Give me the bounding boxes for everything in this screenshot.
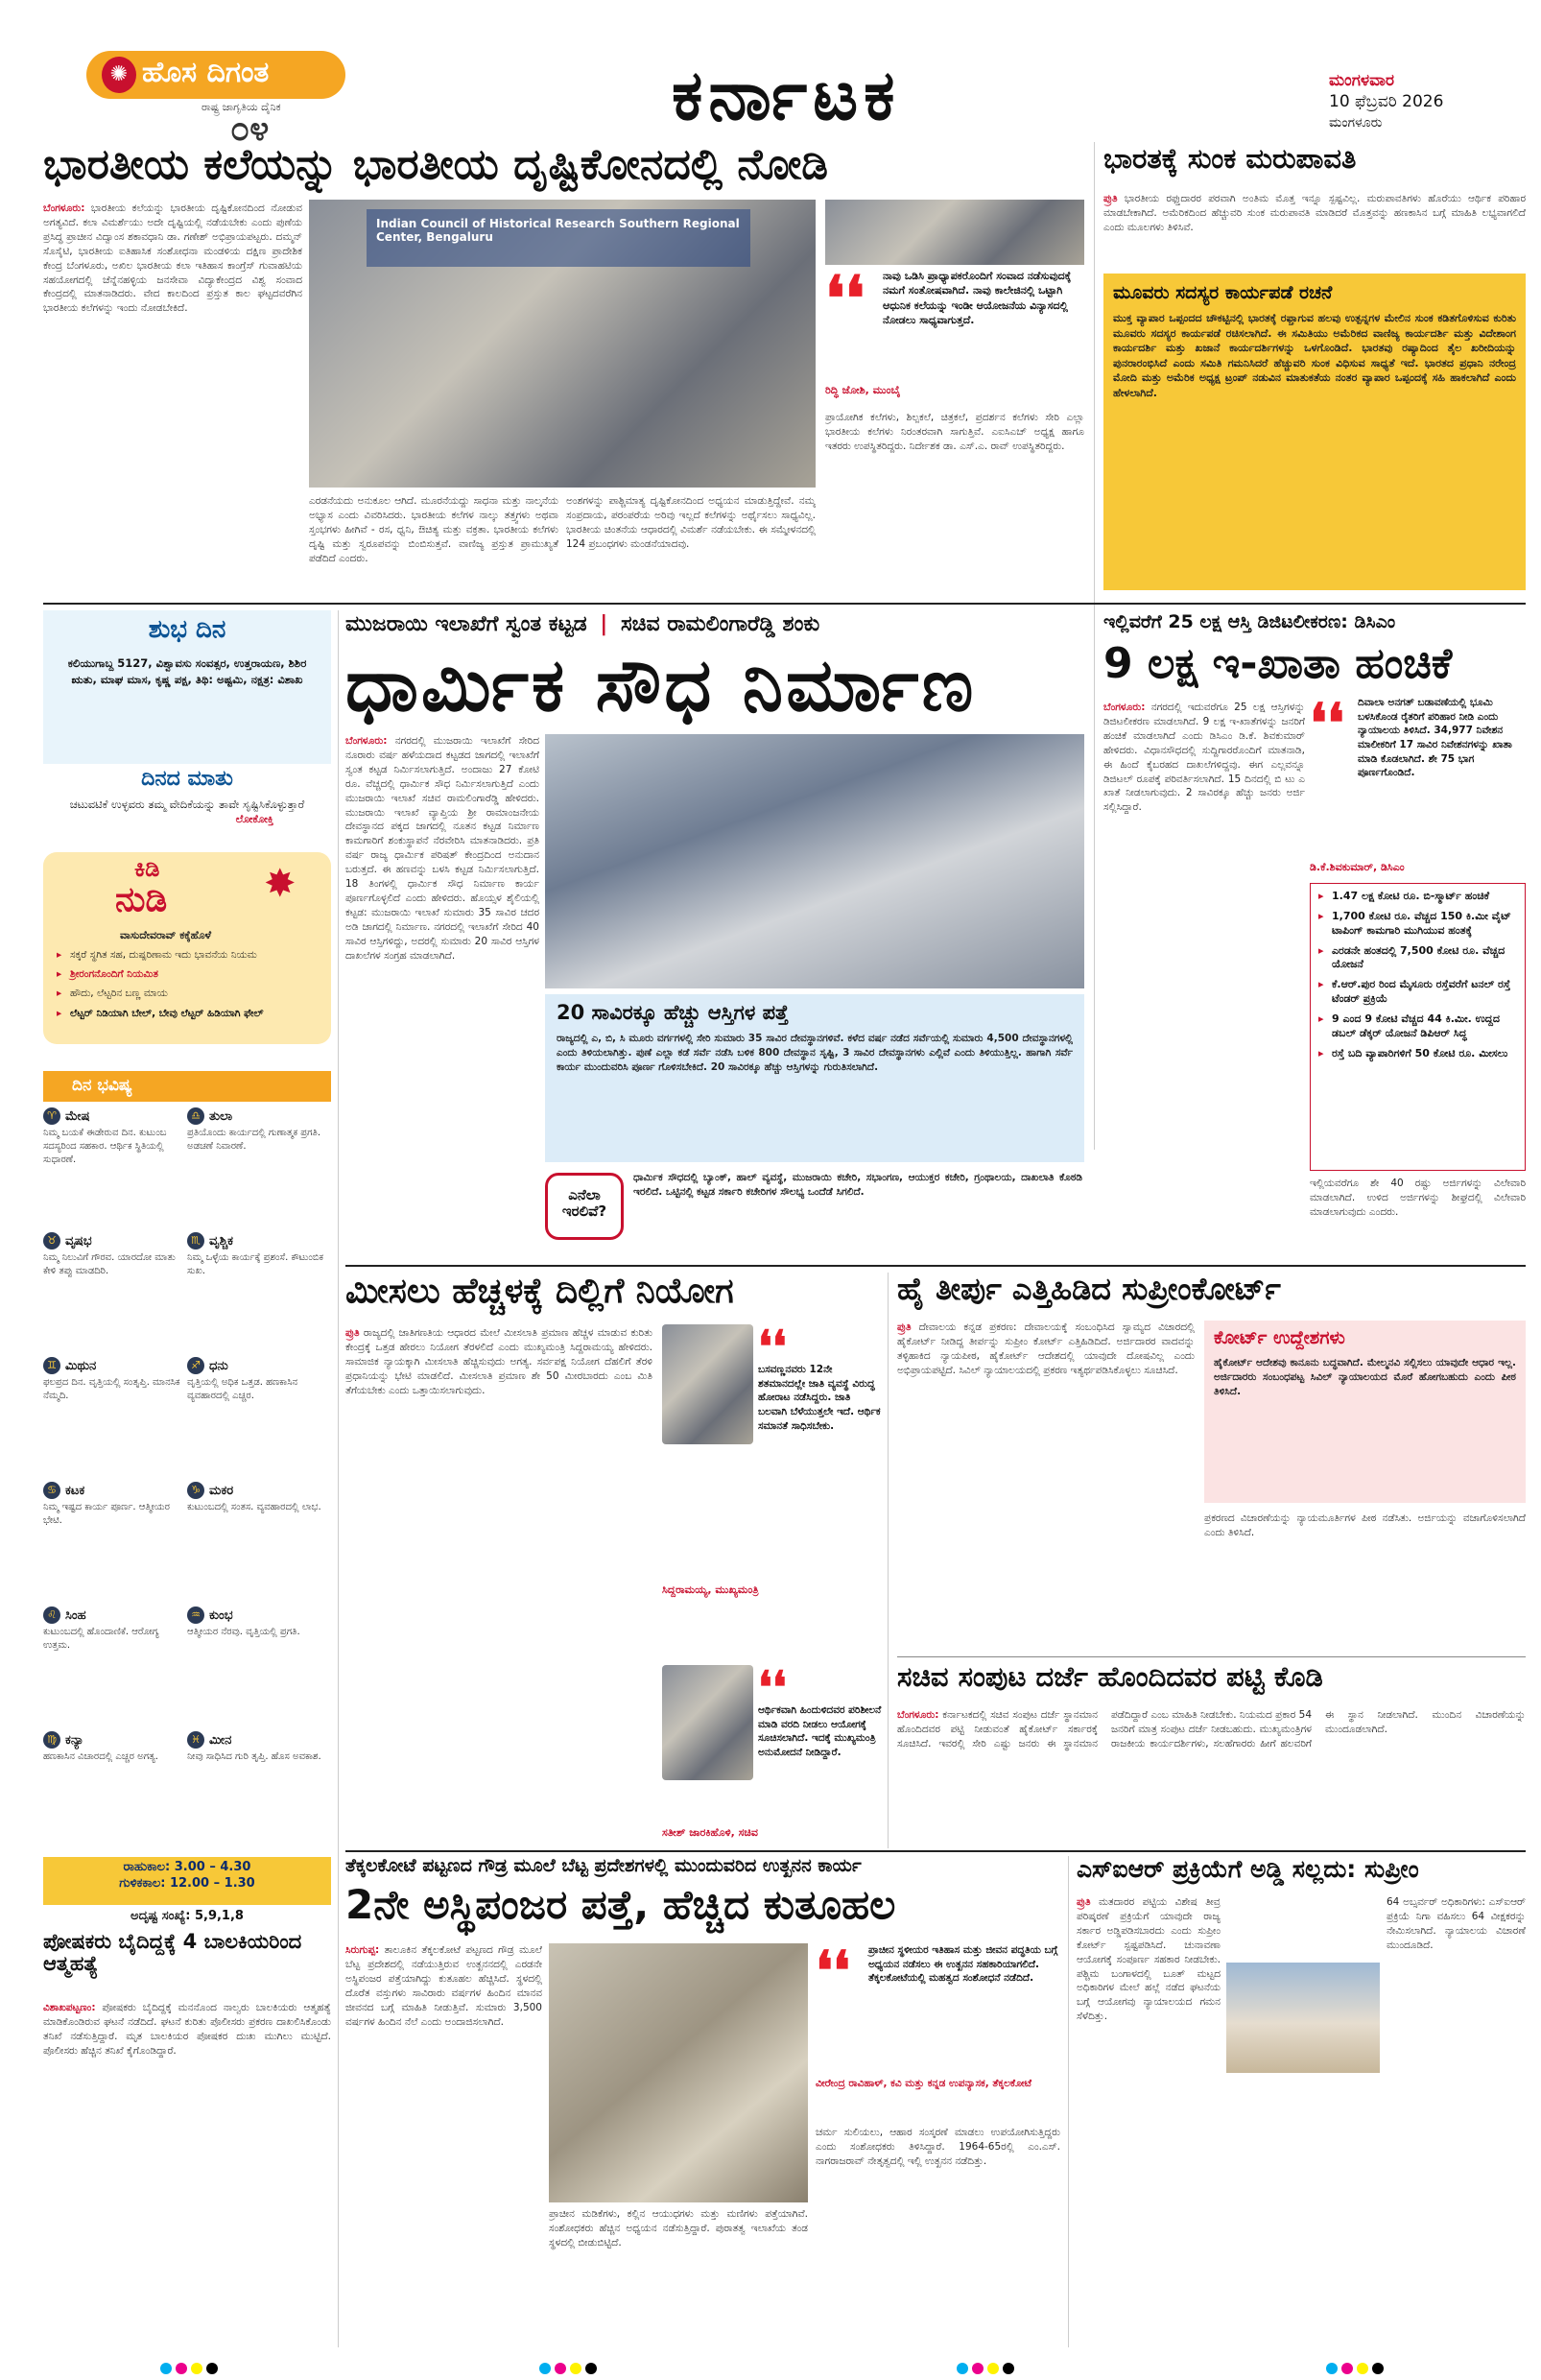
excavation-headline: 2ನೇ ಅಸ್ಥಿಪಂಜರ ಪತ್ತೆ, ಹೆಚ್ಚಿದ ಕುತೂಹಲ <box>345 1881 896 1928</box>
scorpio-icon: ♏ <box>187 1232 204 1250</box>
ekhata-kicker: ಇಲ್ಲಿವರೆಗೆ 25 ಲಕ್ಷ ಆಸ್ತಿ ಡಿಜಿಟಲೀಕರಣ: ಡಿಸಿಎಂ <box>1103 611 1396 632</box>
kidi-nudi <box>43 852 331 1044</box>
capricorn-icon: ♑ <box>187 1482 204 1499</box>
sir-dateline: ಪ್ರುತಿ <box>1077 1896 1091 1908</box>
list-item: ▸ ಲೆಟ್ಟರ್ ನಿಡಿಯಾಗಿ ಬೇಲ್, ಬೇವು ಲೆಟ್ಟರ್ ಹಿಡಿಯಾಗಿ ಫೇಲ್ <box>57 1007 320 1020</box>
info-box-body: ರಾಜ್ಯದಲ್ಲಿ ಎ, ಬಿ, ಸಿ ಮೂರು ವರ್ಗಗಳಲ್ಲಿ ಸೇರಿ ಸುಮಾರು 35 ಸಾವಿರ ದೇವಸ್ಥಾನಗಳಿವೆ. ಕಳೆದ ವರ್ಷ ನಡೆದ ಸರ್ವೆಯಲ್ಲಿ ಸುಮಾರು 4,500 ದೇವಸ್ಥಾನಗಳಲ್ಲಿ ಎಂದು ತಿಳಿಯಲಾಗಿತ್ತು. ಪುಣೆ ಎಲ್ಲಾ ಕಡೆ ಸರ್ವೆ ನಡೆಸಿ ಬಳಿಕ 800 ದೇವಸ್ಥಾನ ಸೃಷ್ಟಿ, 3 ಸಾವಿರ ದೇವಸ್ಥಾನಗಳು ಎಲ್ಲಿವೆ ಎಂದು ತಿಳಿಯುತ್ತಿಲ್ಲ. ಹಾಗಾಗಿ ಸರ್ವೆ ಕಾರ್ಯ ಮುಂದುವರಿಸಿ ಪೂರ್ಣ ಗೊಳಿಸಬೇಕಿದೆ. 20 ಸಾವಿರಕ್ಕೂ ಹೆಚ್ಚು ಆಸ್ತಿಗಳನ್ನು ಗುರುತಿಸಲಾಗಿದೆ. <box>557 1033 1073 1073</box>
sir-body <box>1077 1895 1221 2346</box>
sign-aquarius: ♒ ಕುಂಭ ಆತ್ಮೀಯರ ನೆರವು. ವೃತ್ತಿಯಲ್ಲಿ ಪ್ರಗತಿ. <box>187 1605 326 1729</box>
h-divider <box>345 1850 1526 1852</box>
ekhata-text: ನಗರದಲ್ಲಿ ಇದುವರೆಗೂ 25 ಲಕ್ಷ ಆಸ್ತಿಗಳನ್ನು ಡಿಜಿಟಲೀಕರಣ ಮಾಡಲಾಗಿದೆ. 9 ಲಕ್ಷ ಇ-ಖಾತೆಗಳನ್ನು ಜನರಿಗೆ ಹಂಚಿಕೆ ಮಾಡಲಾಗಿದೆ ಎಂದು ಡಿಸಿಎಂ ಡಿ.ಕೆ. ಶಿವಕುಮಾರ್ ಹೇಳಿದರು. ವಿಧಾನಸೌಧದಲ್ಲಿ ಸುದ್ದಿಗಾರರೊಂದಿಗೆ ಮಾತನಾಡಿ, ಈ ಹಿಂದೆ ಕೈಬರಹದ ದಾಖಲೆಗಳಿದ್ದವು. ಈಗ ಎಲ್ಲವನ್ನೂ ಡಿಜಿಟಲ್ ರೂಪಕ್ಕೆ ಪರಿವರ್ತಿಸಲಾಗಿದೆ. 15 ದಿನದಲ್ಲಿ ಬಿ ಟು ಎ ಖಾತೆ ನೀಡಲಾಗುವುದು. 2 ಸಾವಿರಕ್ಕೂ ಹೆಚ್ಚು ಜನರು ಅರ್ಜಿ ಸಲ್ಲಿಸಿದ್ದಾರೆ. <box>1103 702 1305 814</box>
cabinet-text: ಕರ್ನಾಟಕದಲ್ಲಿ ಸಚಿವ ಸಂಪುಟ ದರ್ಜೆ ಸ್ಥಾನಮಾನ ಹೊಂದಿದವರ ಪಟ್ಟಿ ನೀಡುವಂತೆ ಹೈಕೋರ್ಟ್ ಸರ್ಕಾರಕ್ಕೆ ಸೂಚಿಸಿದೆ. ಇವರಲ್ಲಿ ಸೇರಿ ಎಷ್ಟು ಜನರು ಈ ಸ್ಥಾನಮಾನ ಪಡೆದಿದ್ದಾರೆ ಎಂಬ ಮಾಹಿತಿ ನೀಡಬೇಕು. ನಿಯಮದ ಪ್ರಕಾರ 54 ಜನರಿಗೆ ಮಾತ್ರ ಸಂಪುಟ ದರ್ಜೆ ನೀಡಬಹುದು. ಮುಖ್ಯಮಂತ್ರಿಗಳ ರಾಜಕೀಯ ಕಾರ್ಯದರ್ಶಿಗಳು, ಸಲಹೆಗಾರರು ಹೀಗೆ ಹಲವರಿಗೆ ಈ ಸ್ಥಾನ ನೀಡಲಾಗಿದೆ. ಮುಂದಿನ ವಿಚಾರಣೆಯನ್ನು ಮುಂದೂಡಲಾಗಿದೆ. <box>897 1709 1526 1749</box>
libra-icon: ♎ <box>187 1107 204 1125</box>
list-item: ▸ 1.47 ಲಕ್ಷ ಕೋಟಿ ರೂ. ಬಿ-ಸ್ಮಾರ್ಟ್ ಹಂಚಿಕೆ <box>1318 890 1517 904</box>
left-story-dateline: ವಿಶಾಖಪಟ್ಟಣಂ: <box>43 2002 96 2013</box>
list-item: ▸ ಹೌದು, ಲೆಟ್ಟರಿನ ಬಣ್ಣ ಮಾಯ <box>57 987 320 1000</box>
main-kicker-right: ಸಚಿವ ರಾಮಲಿಂಗಾರೆಡ್ಡಿ ಶಂಕು <box>621 612 820 636</box>
taskforce-body: ಮುಕ್ತ ವ್ಯಾಪಾರ ಒಪ್ಪಂದದ ಚೌಕಟ್ಟಿನಲ್ಲಿ ಭಾರತಕ್ಕೆ ರಫ್ತಾಗುವ ಹಲವು ಉತ್ಪನ್ನಗಳ ಮೇಲಿನ ಸುಂಕ ಕಡಿತಗೊಳಿಸುವ ಕುರಿತು ಮೂವರು ಸದಸ್ಯರ ಕಾರ್ಯಪಡೆ ರಚಿಸಲಾಗಿದೆ. ಈ ಸಮಿತಿಯು ಅಮೆರಿಕದ ವಾಣಿಜ್ಯ ಕಾರ್ಯದರ್ಶಿ ಮತ್ತು ವಿದೇಶಾಂಗ ಕಾರ್ಯದರ್ಶಿ ಮತ್ತು ಖಜಾನೆ ಕಾರ್ಯದರ್ಶಿಗಳನ್ನು ಒಳಗೊಂಡಿದೆ. ಭಾರತವು ರಷ್ಯಾದಿಂದ ತೈಲ ಖರೀದಿಯನ್ನು ಪುನರಾರಂಭಿಸಿದೆ ಎಂದು ಸಮಿತಿ ಗಮನಿಸಿದರೆ ಹೆಚ್ಚುವರಿ ಸುಂಕ ವಿಧಿಸುವ ಸಾಧ್ಯತೆ ಇದೆ. ಭಾರತದ ಪ್ರಧಾನಿ ನರೇಂದ್ರ ಮೋದಿ ಮತ್ತು ಅಮೆರಿಕ ಅಧ್ಯಕ್ಷ ಟ್ರಂಪ್ ನಡುವಿನ ಮಾತುಕತೆಯ ನಂತರ ವ್ಯಾಪಾರ ಒಪ್ಪಂದಕ್ಕೆ ಸಹಿ ಹಾಕಲಾಗಿದೆ ಎಂದು ಹೇಳಲಾಗಿದೆ. <box>1113 311 1516 399</box>
lead-col2: ಎರಡನೆಯದು ಅನುಕೂಲ ಆಗಿದೆ. ಮೂರನೆಯದ್ದು ಸಾಧನಾ ಮತ್ತು ನಾಲ್ಕನೆಯ ಅಭ್ಯಾಸ ಎಂದು ವಿವರಿಸಿದರು. ಭಾರತೀಯ ಕಲೆಗಳ ನಾಲ್ಕು ತತ್ತ್ವಗಳು ಅಥವಾ ಸ್ತಂಭಗಳು ಹೀಗಿವೆ - ರಸ, ಧ್ವನಿ, ಔಚಿತ್ಯ ಮತ್ತು ವಕ್ರತಾ. ಭಾರತೀಯ ಕಲೆಗಳು ದೃಷ್ಟಿ ಮತ್ತು ಸ್ವರೂಪವನ್ನು ಬಿಂಬಿಸುತ್ತವೆ. ವಾಣಿಜ್ಯ ಪ್ರಸ್ತುತ ಪ್ರಾಮುಖ್ಯತೆ ಪಡೆದಿದೆ ಎಂದರು. <box>309 495 558 564</box>
sign-sagittarius: ♐ ಧನು ವೃತ್ತಿಯಲ್ಲಿ ಅಧಿಕ ಒತ್ತಡ. ಹಣಕಾಸಿನ ವ್ಯವಹಾರದಲ್ಲಿ ಎಚ್ಚರ. <box>187 1355 326 1480</box>
info-box <box>545 994 1084 1162</box>
list-item: ▸ ಕೆ.ಆರ್.ಪುರ ರಿಂದ ಮೈಸೂರು ರಸ್ತೆವರೆಗೆ ಟನಲ್ ರಸ್ತೆ ಟೆಂಡರ್ ಪ್ರಕ್ರಿಯೆ <box>1318 978 1517 1007</box>
sc1-body <box>897 1321 1195 1652</box>
lead-photo-2 <box>825 200 1084 265</box>
quote-icon: ❛❛ <box>758 1661 787 1713</box>
dinada-maatu <box>43 768 331 849</box>
ekhata-dateline: ಬೆಂಗಳೂರು: <box>1103 702 1146 713</box>
leo-icon: ♌ <box>43 1606 60 1624</box>
excavation-body3: ಚರ್ಮ ಸುಲಿಯಲು, ಆಹಾರ ಸಂಸ್ಕರಣೆ ಮಾಡಲು ಉಪಯೋಗಿಸುತ್ತಿದ್ದರು ಎಂದು ಸಂಶೋಧಕರು ತಿಳಿಸಿದ್ದಾರೆ. 1964-65ರಲ್ಲಿ ಎಂ.ಎಸ್. ನಾಗರಾಜರಾವ್ ನೇತೃತ್ವದಲ್ಲಿ ಇಲ್ಲಿ ಉತ್ಖನನ ನಡೆದಿತ್ತು. <box>816 2127 1060 2167</box>
logo <box>86 43 345 149</box>
lead-quote-author: ರಿದ್ಧಿ ಜೋಶಿ, ಮುಂಬೈ <box>825 384 901 396</box>
aries-icon: ♈ <box>43 1107 60 1125</box>
shubha-dina-text: ಕಲಿಯುಗಾಬ್ದ 5127, ವಿಶ್ವಾವಸು ಸಂವತ್ಸರ, ಉತ್ತರಾಯಣ, ಶಿಶಿರ ಋತು, ಮಾಘ ಮಾಸ, ಕೃಷ್ಣ ಪಕ್ಷ, ತಿಥಿ: ಅಷ್ಟಮಿ, ನಕ್ಷತ್ರ: ವಿಶಾಖ <box>67 655 307 687</box>
list-item: ▸ 9 ಎಂದ 9 ಕೋಟಿ ವೆಚ್ಚದ 44 ಕಿ.ಮೀ. ಉದ್ದದ ಡಬಲ್ ಡೆಕ್ಕರ್ ಯೋಜನೆ ಡಿಪಿಆರ್ ಸಿದ್ಧ <box>1318 1012 1517 1041</box>
page-number: ೦೪ <box>230 109 270 149</box>
lead-quote <box>825 263 1084 403</box>
meesalu-body <box>345 1326 652 1844</box>
registration-marks <box>0 2356 1541 2377</box>
shubha-dina-title: ಶುಭ ದಿನ <box>148 615 226 644</box>
info-box-title: 20 ಸಾವಿರಕ್ಕೂ ಹೆಚ್ಚು ಆಸ್ತಿಗಳ ಪತ್ತೆ <box>557 1001 789 1024</box>
supreme-court-photo <box>1226 1963 1380 2073</box>
enela-body: ಧಾರ್ಮಿಕ ಸೌಧದಲ್ಲಿ ಬ್ಯಾಂಕ್, ಹಾಲ್ ವ್ಯವಸ್ಥೆ, ಮುಜರಾಯಿ ಕಚೇರಿ, ಸಭಾಂಗಣ, ಆಯುಕ್ತರ ಕಚೇರಿ, ಗ್ರಂಥಾಲಯ, ದಾಖಲಾತಿ ಕೊಠಡಿ ಇರಲಿದೆ. ಒಟ್ಟಿನಲ್ಲಿ ಕಟ್ಟಡ ಸರ್ಕಾರಿ ಕಚೇರಿಗಳ ಸೌಲಭ್ಯ ಒಂದೆಡೆ ಸಿಗಲಿದೆ. <box>633 1172 1082 1198</box>
left-story-body <box>43 2001 331 2346</box>
kidi-author: ವಾಸುದೇವರಾವ್ ಕಕ್ಕೆಹೊಳೆ <box>120 929 212 941</box>
gulikakala: ಗುಳಿಕಕಾಲ: 12.00 – 1.30 <box>119 1876 255 1892</box>
tariff-dateline: ಪ್ರುತಿ <box>1103 193 1118 204</box>
meesalu-quote1-author: ಸಿದ್ದರಾಮಯ್ಯ, ಮುಖ್ಯಮಂತ್ರಿ <box>662 1583 759 1596</box>
sign-aries: ♈ ಮೇಷ ನಿಮ್ಮ ಬಯಕೆ ಈಡೇರುವ ದಿನ. ಕುಟುಂಬ ಸದಸ್ಯರಿಂದ ಸಹಕಾರ. ಆರ್ಥಿಕ ಸ್ಥಿತಿಯಲ್ಲಿ ಸುಧಾರಣೆ. <box>43 1106 182 1230</box>
ekhata-quote <box>1310 692 1526 878</box>
reg-mark <box>158 2360 220 2378</box>
ekhata-quote-text: ದಿವಾಲಾ ಅನಗತ್ ಬಡಾವಣೆಯಲ್ಲಿ ಭೂಮಿ ಬಳಸಿಕೊಂಡ ರೈತರಿಗೆ ಪರಿಹಾರ ನೀಡಿ ಎಂದು ನ್ಯಾಯಾಲಯ ತಿಳಿಸಿದೆ. 34,977 ನಿವೇಶನ ಮಾಲೀಕರಿಗೆ 17 ಸಾವಿರ ನಿವೇಶನಗಳನ್ನು ಖಾತಾ ಮಾಡಿ ಕೊಡಲಾಗಿದೆ. ಶೇ 75 ಭಾಗ ಪೂರ್ಣಗೊಂಡಿದೆ. <box>1358 697 1512 779</box>
virgo-icon: ♍ <box>43 1731 60 1749</box>
sign-gemini: ♊ ಮಿಥುನ ಫಲಪ್ರದ ದಿನ. ವೃತ್ತಿಯಲ್ಲಿ ಸಂತೃಪ್ತಿ. ಮಾನಸಿಕ ನೆಮ್ಮದಿ. <box>43 1355 182 1480</box>
left-story-headline: ಪೋಷಕರು ಬೈದಿದ್ದಕ್ಕೆ 4 ಬಾಲಕಿಯರಿಂದ ಆತ್ಮಹತ್ಯೆ <box>43 1930 302 1976</box>
court-box-title: ಕೋರ್ಟ್ ಉದ್ದೇಶಗಳು <box>1214 1327 1345 1348</box>
h-divider <box>897 1656 1526 1657</box>
excavation-quote <box>816 1940 1060 2121</box>
sign-text: ನಿಮ್ಮ ನಿಲುವಿಗೆ ಗೌರವ. ಯಾರದೋ ಮಾತು ಕೇಳಿ ತಪ್ಪು ಮಾಡದಿರಿ. <box>43 1251 176 1276</box>
v-divider <box>1068 1856 1069 2347</box>
shubha-dina <box>43 610 331 764</box>
lead-dateline: ಬೆಂಗಳೂರು: <box>43 202 85 214</box>
excavation-kicker: ತೆಕ್ಕಲಕೋಟೆ ಪಟ್ಟಣದ ಗೌಡ್ರ ಮೂಲೆ ಬೆಟ್ಟ ಪ್ರದೇಶಗಳಲ್ಲಿ ಮುಂದುವರಿದ ಉತ್ಖನನ ಕಾರ್ಯ <box>345 1855 862 1876</box>
sign-text: ನೀವು ಸಾಧಿಸಿದ ಗುರಿ ತೃಪ್ತಿ. ಹೊಸ ಅವಕಾಶ. <box>187 1750 321 1762</box>
meesalu-quote2-text: ಆರ್ಥಿಕವಾಗಿ ಹಿಂದುಳಿದವರ ಪರಿಶೀಲನೆ ಮಾಡಿ ವರದಿ ನೀಡಲು ಆಯೋಗಕ್ಕೆ ಸೂಚಿಸಲಾಗಿದೆ. ಇದಕ್ಕೆ ಮುಖ್ಯಮಂತ್ರಿ ಅನುಮೋದನೆ ನೀಡಿದ್ದಾರೆ. <box>758 1704 882 1759</box>
enela-badge <box>545 1173 624 1240</box>
horoscope-title: ದಿನ ಭವಿಷ್ಯ <box>72 1076 132 1095</box>
sign-text: ನಿಮ್ಮ ಒಳ್ಳೆಯ ಕಾರ್ಯಕ್ಕೆ ಪ್ರಶಂಸೆ. ಕೌಟುಂಬಿಕ ಸುಖ. <box>187 1251 324 1276</box>
photo-credit: Indian Council of Historical Research Southern Regional Center, Bengaluru <box>376 217 740 244</box>
main-kicker-left: ಮುಜರಾಯಿ ಇಲಾಖೆಗೆ ಸ್ವಂತ ಕಟ್ಟಡ <box>345 612 587 636</box>
court-box-body: ಹೈಕೋರ್ಟ್ ಆದೇಶವು ಕಾನೂನು ಬದ್ಧವಾಗಿದೆ. ಮೇಲ್ಮನವಿ ಸಲ್ಲಿಸಲು ಯಾವುದೇ ಆಧಾರ ಇಲ್ಲ. ಅರ್ಜಿದಾರರು ಸಂಬಂಧಪಟ್ಟ ಸಿವಿಲ್ ನ್ಯಾಯಾಲಯದ ಮೊರೆ ಹೋಗಬಹುದು ಎಂದು ಪೀಠ ತಿಳಿಸಿದೆ. <box>1214 1356 1516 1397</box>
nudi-title: ನುಡಿ <box>115 880 168 919</box>
h-divider <box>43 603 1526 605</box>
lead-quote-text: ನಾವು ಒಡಿಸಿ ಪ್ರಾಧ್ಯಾಪಕರೊಂದಿಗೆ ಸಂವಾದ ನಡೆಸುವುದಕ್ಕೆ ನಮಗೆ ಸಂತೋಷವಾಗಿದೆ. ನಾವು ಕಾಲೇಜಿನಲ್ಲಿ ಒಟ್ಟಾಗಿ ಆಧುನಿಕ ಕಲೆಯನ್ನು ಇಂಡೀ ಆಯೋಜನೆಯ ವಿನ್ಯಾಸದಲ್ಲಿ ನೋಡಲು ಸಾಧ್ಯವಾಗುತ್ತದೆ. <box>883 270 1072 327</box>
day-label: ಮಂಗಳವಾರ <box>1329 71 1395 90</box>
dinada-maatu-title: ದಿನದ ಮಾತು <box>141 767 233 791</box>
lead-headline: ಭಾರತೀಯ ಕಲೆಯನ್ನು ಭಾರತೀಯ ದೃಷ್ಟಿಕೋನದಲ್ಲಿ ನೋಡಿ <box>43 140 829 189</box>
cancer-icon: ♋ <box>43 1482 60 1499</box>
date-block <box>1329 71 1521 131</box>
sc1-body2: ಪ್ರಕರಣದ ವಿಚಾರಣೆಯನ್ನು ನ್ಯಾಯಮೂರ್ತಿಗಳ ಪೀಠ ನಡೆಸಿತು. ಅರ್ಜಿಯನ್ನು ವಜಾಗೊಳಿಸಲಾಗಿದೆ ಎಂದು ತಿಳಿಸಿದೆ. <box>1204 1512 1526 1538</box>
pisces-icon: ♓ <box>187 1731 204 1749</box>
excavation-photo <box>549 1943 808 2202</box>
sir-headline: ಎಸ್‌ಐಆರ್ ಪ್ರಕ್ರಿಯೆಗೆ ಅಡ್ಡಿ ಸಲ್ಲದು: ಸುಪ್ರೀಂ <box>1077 1855 1419 1883</box>
enela-label1: ಎನೆಲಾ <box>568 1186 601 1203</box>
logo-title: ಹೊಸ ದಿಗಂತ <box>142 56 270 89</box>
sc1-text: ದೇವಾಲಯ ಕನ್ನಡ ಪ್ರಕರಣ: ದೇವಾಲಯಕ್ಕೆ ಸಂಬಂಧಿಸಿದ ಸ್ವಾಮ್ಯದ ವಿಚಾರದಲ್ಲಿ ಹೈಕೋರ್ಟ್ ನೀಡಿದ್ದ ತೀರ್ಪನ್ನು ಸುಪ್ರೀಂ ಕೋರ್ಟ್ ಎತ್ತಿಹಿಡಿದಿದೆ. ಅರ್ಜಿದಾರರ ವಾದವನ್ನು ತಳ್ಳಿಹಾಕಿದ ನ್ಯಾಯಪೀಠ, ಹೈಕೋರ್ಟ್ ಆದೇಶದಲ್ಲಿ ಯಾವುದೇ ದೋಷವಿಲ್ಲ ಎಂದು ಅಭಿಪ್ರಾಯಪಟ್ಟಿದೆ. ಸಿವಿಲ್ ನ್ಯಾಯಾಲಯದಲ್ಲಿ ಪ್ರಕರಣ ಇತ್ಯರ್ಥಪಡಿಸಿಕೊಳ್ಳಲು ಸೂಚಿಸಿದೆ. <box>897 1321 1195 1376</box>
sign-scorpio: ♏ ವೃಶ್ಚಿಕ ನಿಮ್ಮ ಒಳ್ಳೆಯ ಕಾರ್ಯಕ್ಕೆ ಪ್ರಶಂಸೆ. ಕೌಟುಂಬಿಕ ಸುಖ. <box>187 1230 326 1355</box>
tariff-body <box>1103 192 1526 269</box>
excavation-body <box>345 1943 542 2346</box>
sign-virgo: ♍ ಕನ್ಯಾ ಹಣಕಾಸಿನ ವಿಚಾರದಲ್ಲಿ ಎಚ್ಚರ ಅಗತ್ಯ. <box>43 1729 182 1849</box>
kidi-title: ಕಿಡಿ <box>134 855 160 882</box>
sign-text: ಪ್ರತಿಯೊಂದು ಕಾರ್ಯದಲ್ಲಿ ಗುಣಾತ್ಮಕ ಪ್ರಗತಿ. ಅಡಚಣೆ ನಿವಾರಣೆ. <box>187 1127 321 1152</box>
v-divider-left <box>338 610 339 2347</box>
meesalu-quote2 <box>662 1661 883 1847</box>
enela-label2: ಇರಲಿವೆ? <box>561 1202 607 1220</box>
sagittarius-icon: ♐ <box>187 1357 204 1374</box>
sign-text: ಹಣಕಾಸಿನ ವಿಚಾರದಲ್ಲಿ ಎಚ್ಚರ ಅಗತ್ಯ. <box>43 1750 158 1762</box>
left-story-text: ಪೋಷಕರು ಬೈದಿದ್ದಕ್ಕೆ ಮನನೊಂದ ನಾಲ್ವರು ಬಾಲಕಿಯರು ಆತ್ಮಹತ್ಯೆ ಮಾಡಿಕೊಂಡಿರುವ ಘಟನೆ ನಡೆದಿದೆ. ಘಟನೆ ಕುರಿತು ಪೊಲೀಸರು ಪ್ರಕರಣ ದಾಖಲಿಸಿಕೊಂಡು ತನಿಖೆ ನಡೆಸುತ್ತಿದ್ದಾರೆ. ಮೃತ ಬಾಲಕಿಯರ ಪೋಷಕರ ದುಃಖ ಮುಗಿಲು ಮುಟ್ಟಿದೆ. ಪೊಲೀಸರು ಹೆಚ್ಚಿನ ತನಿಖೆ ಕೈಗೊಂಡಿದ್ದಾರೆ. <box>43 2002 331 2057</box>
quote-icon: ❛❛ <box>1310 692 1345 755</box>
sign-text: ಕುಟುಂಬದಲ್ಲಿ ಸಂತಸ. ವ್ಯವಹಾರದಲ್ಲಿ ಲಾಭ. <box>187 1501 321 1512</box>
sc1-headline: ಹೈ ತೀರ್ಪು ಎತ್ತಿಹಿಡಿದ ಸುಪ್ರೀಂಕೋರ್ಟ್ <box>897 1271 1281 1307</box>
sir-text: ಮತದಾರರ ಪಟ್ಟಿಯ ವಿಶೇಷ ತೀವ್ರ ಪರಿಷ್ಕರಣೆ ಪ್ರಕ್ರಿಯೆಗೆ ಯಾವುದೇ ರಾಜ್ಯ ಸರ್ಕಾರ ಅಡ್ಡಿಪಡಿಸಬಾರದು ಎಂದು ಸುಪ್ರೀಂ ಕೋರ್ಟ್ ಸ್ಪಷ್ಟಪಡಿಸಿದೆ. ಚುನಾವಣಾ ಆಯೋಗಕ್ಕೆ ಸಂಪೂರ್ಣ ಸಹಕಾರ ನೀಡಬೇಕು. ಪಶ್ಚಿಮ ಬಂಗಾಳದಲ್ಲಿ ಬೂತ್ ಮಟ್ಟದ ಅಧಿಕಾರಿಗಳ ಮೇಲೆ ಹಲ್ಲೆ ನಡೆದ ಘಟನೆಯ ಬಗ್ಗೆ ಆಯೋಗವು ನ್ಯಾಯಾಲಯದ ಗಮನ ಸೆಳೆದಿತ್ತು. <box>1077 1896 1221 2023</box>
ekhata-body2: ಇಲ್ಲಿಯವರೆಗೂ ಶೇ 40 ರಷ್ಟು ಅರ್ಜಿಗಳನ್ನು ವಿಲೇವಾರಿ ಮಾಡಲಾಗಿದೆ. ಉಳಿದ ಅರ್ಜಿಗಳನ್ನು ಶೀಘ್ರದಲ್ಲಿ ವಿಲೇವಾರಿ ಮಾಡಲಾಗುವುದು ಎಂದರು. <box>1310 1178 1526 1218</box>
reg-mark <box>1324 2360 1386 2378</box>
lead-col3: ಅಂಶಗಳನ್ನು ಪಾಶ್ಚಿಮಾತ್ಯ ದೃಷ್ಟಿಕೋನದಿಂದ ಅಧ್ಯಯನ ಮಾಡುತ್ತಿದ್ದೇವೆ. ನಮ್ಮ ಸಂಪ್ರದಾಯ, ಪರಂಪರೆಯ ಅರಿವು ಇಲ್ಲದೆ ಕಲೆಗಳನ್ನು ಅರ್ಥೈಸಲು ಸಾಧ್ಯವಿಲ್ಲ. ಭಾರತೀಯ ಚಿಂತನೆಯ ಆಧಾರದಲ್ಲಿ ವಿಮರ್ಶೆ ನಡೆಯಬೇಕು. ಈ ಸಮ್ಮೇಳನದಲ್ಲಿ 124 ಪ್ರಬಂಧಗಳು ಮಂಡನೆಯಾದವು. <box>566 495 816 550</box>
ekhata-body <box>1103 701 1305 1257</box>
main-photo <box>545 734 1084 988</box>
lucky-numbers: ಅದೃಷ್ಟ ಸಂಖ್ಯೆ: 5,9,1,8 <box>130 1909 244 1923</box>
column-divider <box>1094 142 1095 1150</box>
excavation-quote-text: ಪ್ರಾಚೀನ ಸ್ಥಳೀಯರ ಇತಿಹಾಸ ಮತ್ತು ಜೀವನ ಪದ್ಧತಿಯ ಬಗ್ಗೆ ಅಧ್ಯಯನ ನಡೆಸಲು ಈ ಉತ್ಖನನ ಸಹಕಾರಿಯಾಗಲಿದೆ. ತೆಕ್ಕಲಕೋಟೆಯಲ್ಲಿ ಮಹತ್ವದ ಸಂಶೋಧನೆ ನಡೆದಿದೆ. <box>868 1944 1058 1985</box>
meesalu-quote2-author: ಸತೀಶ್ ಜಾರಕಿಹೊಳಿ, ಸಚಿವ <box>662 1826 758 1839</box>
meesalu-dateline: ಪ್ರುತಿ <box>345 1327 360 1339</box>
sign-pisces: ♓ ಮೀನ ನೀವು ಸಾಧಿಸಿದ ಗುರಿ ತೃಪ್ತಿ. ಹೊಸ ಅವಕಾಶ. <box>187 1729 326 1849</box>
meesalu-headline: ಮೀಸಲು ಹೆಚ್ಚಳಕ್ಕೆ ದಿಲ್ಲಿಗೆ ನಿಯೋಗ <box>345 1272 734 1311</box>
dinada-maatu-text: ಚಟುವಟಿಕೆ ಉಳ್ಳವರು ತಮ್ಮ ವೇದಿಕೆಯನ್ನು ತಾವೇ ಸೃಷ್ಟಿಸಿಕೊಳ್ಳುತ್ತಾರೆ <box>69 797 305 812</box>
masthead <box>0 0 1541 149</box>
sign-cancer: ♋ ಕಟಕ ನಿಮ್ಮ ಇಷ್ಟದ ಕಾರ್ಯ ಪೂರ್ಣ. ಆತ್ಮೀಯರ ಭೇಟಿ. <box>43 1480 182 1605</box>
taurus-icon: ♉ <box>43 1232 60 1250</box>
v-divider <box>888 1273 889 1848</box>
gemini-icon: ♊ <box>43 1357 60 1374</box>
sign-text: ಕುಟುಂಬದಲ್ಲಿ ಹೊಂದಾಣಿಕೆ. ಆರೋಗ್ಯ ಉತ್ತಮ. <box>43 1626 159 1651</box>
cabinet-body <box>897 1708 1526 1843</box>
list-item: ▸ 1,700 ಕೋಟಿ ರೂ. ವೆಚ್ಚದ 150 ಕಿ.ಮೀ ವೈಟ್ ಟಾಪಿಂಗ್ ಕಾಮಗಾರಿ ಮುಗಿಯುವ ಹಂತಕ್ಕೆ <box>1318 910 1517 939</box>
facts-list <box>1318 890 1517 1060</box>
list-item: ▸ ಎರಡನೇ ಹಂತದಲ್ಲಿ 7,500 ಕೋಟಿ ರೂ. ವೆಚ್ಚದ ಯೋಜನೆ <box>1318 944 1517 973</box>
taskforce-title: ಮೂವರು ಸದಸ್ಯರ ಕಾರ್ಯಪಡೆ ರಚನೆ <box>1113 282 1333 303</box>
section-title: ಕರ್ನಾಟಕ <box>672 55 901 135</box>
sc1-dateline: ಪ್ರುತಿ <box>897 1321 912 1333</box>
sign-text: ನಿಮ್ಮ ಬಯಕೆ ಈಡೇರುವ ದಿನ. ಕುಟುಂಬ ಸದಸ್ಯರಿಂದ ಸಹಕಾರ. ಆರ್ಥಿಕ ಸ್ಥಿತಿಯಲ್ಲಿ ಸುಧಾರಣೆ. <box>43 1127 167 1165</box>
excavation-body2: ಪ್ರಾಚೀನ ಮಡಿಕೆಗಳು, ಕಲ್ಲಿನ ಆಯುಧಗಳು ಮತ್ತು ಮಣಿಗಳು ಪತ್ತೆಯಾಗಿವೆ. ಸಂಶೋಧಕರು ಹೆಚ್ಚಿನ ಅಧ್ಯಯನ ನಡೆಸುತ್ತಿದ್ದಾರೆ. ಪುರಾತತ್ವ ಇಲಾಖೆಯ ತಂಡ ಸ್ಥಳದಲ್ಲಿ ಬೀಡುಬಿಟ್ಟಿದೆ. <box>549 2208 808 2249</box>
aquarius-icon: ♒ <box>187 1606 204 1624</box>
reg-mark <box>537 2360 599 2378</box>
lead-photo <box>309 200 816 488</box>
main-headline: ಧಾರ್ಮಿಕ ಸೌಧ ನಿರ್ಮಾಣ <box>345 642 977 727</box>
horoscope-grid <box>43 1106 331 1854</box>
sign-capricorn: ♑ ಮಕರ ಕುಟುಂಬದಲ್ಲಿ ಸಂತಸ. ವ್ಯವಹಾರದಲ್ಲಿ ಲಾಭ. <box>187 1480 326 1605</box>
excavation-dateline: ಸಿರುಗುಪ್ಪ: <box>345 1944 380 1956</box>
cabinet-dateline: ಬೆಂಗಳೂರು: <box>897 1709 939 1721</box>
tariff-headline: ಭಾರತಕ್ಕೆ ಸುಂಕ ಮರುಪಾವತಿ <box>1103 142 1357 175</box>
taskforce-box <box>1103 274 1526 590</box>
list-item: ▸ ರಸ್ತೆ ಬದಿ ವ್ಯಾಪಾರಿಗಳಿಗೆ 50 ಕೋಟಿ ರೂ. ಮೀಸಲು <box>1318 1047 1517 1061</box>
quote-icon: ❛❛ <box>816 1940 851 2003</box>
dinada-maatu-source: ಲೋಕೋಕ್ತಿ <box>235 812 273 825</box>
excavation-text: ತಾಲೂಕಿನ ತೆಕ್ಕಲಕೋಟೆ ಪಟ್ಟಣದ ಗೌಡ್ರ ಮೂಲೆ ಬೆಟ್ಟ ಪ್ರದೇಶದಲ್ಲಿ ನಡೆಯುತ್ತಿರುವ ಉತ್ಖನನದಲ್ಲಿ ಎರಡನೇ ಅಸ್ಥಿಪಂಜರ ಪತ್ತೆಯಾಗಿದ್ದು ಕುತೂಹಲ ಹೆಚ್ಚಿಸಿದೆ. ಸ್ಥಳದಲ್ಲಿ ದೊರೆತ ವಸ್ತುಗಳು ಸಾವಿರಾರು ವರ್ಷಗಳ ಹಿಂದಿನ ಮಾನವ ಜೀವನದ ಬಗ್ಗೆ ಮಾಹಿತಿ ನೀಡುತ್ತಿವೆ. ಸುಮಾರು 3,500 ವರ್ಷಗಳ ಹಿಂದಿನ ನೆಲೆ ಎಂದು ಅಂದಾಜಿಸಲಾಗಿದೆ. <box>345 1944 542 2028</box>
sign-text: ಫಲಪ್ರದ ದಿನ. ವೃತ್ತಿಯಲ್ಲಿ ಸಂತೃಪ್ತಿ. ಮಾನಸಿಕ ನೆಮ್ಮದಿ. <box>43 1376 180 1401</box>
quote-icon: ❛❛ <box>825 263 865 335</box>
court-box <box>1204 1321 1526 1503</box>
list-item: ▸ ಶ್ರೀರಂಗನೊಂದಿಗೆ ನಿಯಮಿತ <box>57 967 320 981</box>
date-label: 10 ಫೆಬ್ರವರಿ 2026 <box>1329 92 1444 111</box>
lead-col1-text: ಭಾರತೀಯ ಕಲೆಯನ್ನು ಭಾರತೀಯ ದೃಷ್ಟಿಕೋನದಿಂದ ನೋಡುವ ಅಗತ್ಯವಿದೆ. ಕಲಾ ವಿಮರ್ಶೆಯು ಅದೇ ದೃಷ್ಟಿಯಲ್ಲಿ ನಡೆಯಬೇಕು ಎಂದು ಪುಣೆಯ ಪ್ರಸಿದ್ಧ ಪ್ರಾಚೀನ ವಿದ್ವಾಂಸ ಶಕಾವಧಾನಿ ಡಾ. ಗಣೇಶ್ ಅಭಿಪ್ರಾಯಪಟ್ಟರು. ದಮ್ಮನ್ ಸೊಸೈಟಿ, ಭಾರತೀಯ ಐತಿಹಾಸಿಕ ಸಂಶೋಧನಾ ಮಂಡಳಿಯ ದಕ್ಷಿಣ ಪ್ರಾದೇಶಿಕ ಕೇಂದ್ರ ಬೆಂಗಳೂರು, ಅಖಿಲ ಭಾರತೀಯ ಕಲಾ ಇತಿಹಾಸ ಕಾಂಗ್ರೆಸ್ ಗುವಾಹಟಿಯ ಸಹಯೋಗದಲ್ಲಿ ಚೆನ್ನೆನಹಳ್ಳಿಯ ಜನಸೇವಾ ವಿದ್ಯಾಕೇಂದ್ರದ ವಿಶ್ವ ಸಂವಾದ ಕೇಂದ್ರದಲ್ಲಿ ಮಾತನಾಡಿದರು. ವೇದ ಕಾಲದಿಂದ ಪ್ರಸ್ತುತ ಕಾಲ ಘಟ್ಟದವರೆಗಿನ ಭಾರತೀಯ ಕಲೆಗಳನ್ನು ಇಂದು ನೋಡಬೇಕಿದೆ. <box>43 202 302 315</box>
kidi-list <box>57 948 320 1026</box>
spark-icon: ✸ <box>264 862 296 906</box>
lead-col1 <box>43 202 302 595</box>
logo-subtitle: ರಾಷ್ಟ್ರ ಜಾಗೃತಿಯ ದೈನಿಕ <box>202 101 281 113</box>
rahukala: ರಾಹುಕಾಲ: 3.00 – 4.30 <box>123 1860 251 1874</box>
meesalu-quote1-text: ಬಸವಣ್ಣನವರು 12ನೇ ಶತಮಾನದಲ್ಲೇ ಜಾತಿ ವ್ಯವಸ್ಥೆ ವಿರುದ್ಧ ಹೋರಾಟ ನಡೆಸಿದ್ದರು. ಜಾತಿ ಬಲವಾಗಿ ಬೆಳೆಯುತ್ತಲೇ ಇದೆ. ಆರ್ಥಿಕ ಸಮಾನತೆ ಸಾಧಿಸಬೇಕು. <box>758 1364 881 1432</box>
main-body <box>345 734 539 1257</box>
list-item: ▸ ಸಕ್ಕರೆ ಸ್ಥಗಿತ ಸಹ, ದುಷ್ಪರಿಣಾಮ ಇದು ಭಾವನೆಯ ನಿಯಮ <box>57 948 320 962</box>
main-kicker-sep: | <box>600 612 608 636</box>
sign-text: ವೃತ್ತಿಯಲ್ಲಿ ಅಧಿಕ ಒತ್ತಡ. ಹಣಕಾಸಿನ ವ್ಯವಹಾರದಲ್ಲಿ ಎಚ್ಚರ. <box>187 1376 298 1401</box>
kaala-box <box>43 1857 331 1905</box>
quote-icon: ❛❛ <box>758 1321 787 1372</box>
ekhata-facts <box>1310 883 1526 1171</box>
sign-libra: ♎ ತುಲಾ ಪ್ರತಿಯೊಂದು ಕಾರ್ಯದಲ್ಲಿ ಗುಣಾತ್ಮಕ ಪ್ರಗತಿ. ಅಡಚಣೆ ನಿವಾರಣೆ. <box>187 1106 326 1230</box>
h-divider <box>345 1265 1526 1267</box>
lamp-icon: ✺ <box>102 57 136 93</box>
city-label: ಮಂಗಳೂರು <box>1329 115 1383 131</box>
lead-col4: ಪ್ರಾಯೋಗಿಕ ಕಲೆಗಳು, ಶಿಲ್ಪಕಲೆ, ಚಿತ್ರಕಲೆ, ಪ್ರದರ್ಶನ ಕಲೆಗಳು ಸೇರಿ ಎಲ್ಲಾ ಭಾರತೀಯ ಕಲೆಗಳು ನಿರಂತರವಾಗಿ ಸಾಗುತ್ತಿವೆ. ಎಐಸಿಎಚ್ ಅಧ್ಯಕ್ಷ ಹಾಗೂ ಇತರರು ಉಪಸ್ಥಿತರಿದ್ದರು. ನಿರ್ದೇಶಕ ಡಾ. ಎಸ್.ಎ. ರಾವ್ ಉಪಸ್ಥಿತರಿದ್ದರು. <box>825 412 1084 452</box>
sign-text: ಆತ್ಮೀಯರ ನೆರವು. ವೃತ್ತಿಯಲ್ಲಿ ಪ್ರಗತಿ. <box>187 1626 300 1637</box>
main-text: ನಗರದಲ್ಲಿ ಮುಜರಾಯಿ ಇಲಾಖೆಗೆ ಸೇರಿದ ನೂರಾರು ವರ್ಷ ಹಳೆಯದಾದ ಕಟ್ಟಡದ ಜಾಗದಲ್ಲಿ ಇಲಾಖೆಗೆ ಸ್ವಂತ ಕಟ್ಟಡ ನಿರ್ಮಿಸಲಾಗುತ್ತಿದೆ. ಅಂದಾಜು 27 ಕೋಟಿ ರೂ. ವೆಚ್ಚದಲ್ಲಿ ಧಾರ್ಮಿಕ ಸೌಧ ನಿರ್ಮಿಸಲಾಗುತ್ತಿದೆ ಎಂದು ಮುಜರಾಯಿ ಇಲಾಖೆ ಸಚಿವ ರಾಮಲಿಂಗಾರೆಡ್ಡಿ ಹೇಳಿದರು. ಮುಜರಾಯಿ ಇಲಾಖೆ ವ್ಯಾಪ್ತಿಯ ಶ್ರೀ ರಾಮಾಂಜನೇಯ ದೇವಸ್ಥಾನದ ಪಕ್ಕದ ಜಾಗದಲ್ಲಿ ನೂತನ ಕಟ್ಟಡ ನಿರ್ಮಾಣ ಕಾಮಗಾರಿಗೆ ಶಂಕುಸ್ಥಾಪನೆ ನೆರವೇರಿಸಿ ಮಾತನಾಡಿದರು. ಪ್ರತಿ ವರ್ಷ ರಾಜ್ಯ ಧಾರ್ಮಿಕ ಪರಿಷತ್ ಕೇಂದ್ರದಿಂದ ಅನುದಾನ ಬರುತ್ತದೆ. ಈ ಹಣವನ್ನು ಬಳಸಿ ಕಟ್ಟಡ ನಿರ್ಮಿಸಲಾಗುತ್ತಿದೆ. 18 ತಿಂಗಳಲ್ಲಿ ಧಾರ್ಮಿಕ ಸೌಧ ನಿರ್ಮಾಣ ಕಾರ್ಯ ಪೂರ್ಣಗೊಳ್ಳಲಿದೆ ಎಂದು ಹೇಳಿದರು. ಹೊಯ್ಸಳ ಶೈಲಿಯಲ್ಲಿ ಕಟ್ಟಡ: ಮುಜರಾಯಿ ಇಲಾಖೆ ಸುಮಾರು 35 ಸಾವಿರ ಚದರ ಅಡಿ ಜಾಗದಲ್ಲಿ ನಿರ್ಮಾಣ. ನಗರದಲ್ಲಿ ಇಲಾಖೆಗೆ ಸೇರಿದ 40 ಸಾವಿರ ಆಸ್ತಿಗಳಿದ್ದು, ಅದರಲ್ಲಿ ಸುಮಾರು 20 ಸಾವಿರ ಆಸ್ತಿಗಳ ದಾಖಲೆಗಳ ಸಂಗ್ರಹ ಮಾಡಲಾಗಿದೆ. <box>345 735 539 962</box>
sign-taurus: ♉ ವೃಷಭ ನಿಮ್ಮ ನಿಲುವಿಗೆ ಗೌರವ. ಯಾರದೋ ಮಾತು ಕೇಳಿ ತಪ್ಪು ಮಾಡದಿರಿ. <box>43 1230 182 1355</box>
main-dateline: ಬೆಂಗಳೂರು: <box>345 735 388 747</box>
horoscope-header <box>43 1071 331 1102</box>
enela-box <box>545 1167 1084 1255</box>
cabinet-headline: ಸಚಿವ ಸಂಪುಟ ದರ್ಜೆ ಹೊಂದಿದವರ ಪಟ್ಟಿ ಕೊಡಿ <box>897 1660 1323 1693</box>
ekhata-headline: 9 ಲಕ್ಷ ಇ-ಖಾತಾ ಹಂಚಿಕೆ <box>1103 639 1453 688</box>
meesalu-quote1 <box>662 1321 883 1660</box>
sign-leo: ♌ ಸಿಂಹ ಕುಟುಂಬದಲ್ಲಿ ಹೊಂದಾಣಿಕೆ. ಆರೋಗ್ಯ ಉತ್ತಮ. <box>43 1605 182 1729</box>
meesalu-text: ರಾಜ್ಯದಲ್ಲಿ ಜಾತಿಗಣತಿಯ ಆಧಾರದ ಮೇಲೆ ಮೀಸಲಾತಿ ಪ್ರಮಾಣ ಹೆಚ್ಚಳ ಮಾಡುವ ಕುರಿತು ಕೇಂದ್ರಕ್ಕೆ ಒತ್ತಡ ಹೇರಲು ನಿಯೋಗ ತೆರಳಲಿದೆ ಎಂದು ಮುಖ್ಯಮಂತ್ರಿ ಸಿದ್ದರಾಮಯ್ಯ ಹೇಳಿದರು. ಸಾಮಾಜಿಕ ನ್ಯಾಯಕ್ಕಾಗಿ ಮೀಸಲಾತಿ ಹೆಚ್ಚಿಸುವುದು ಅಗತ್ಯ. ಸರ್ವಪಕ್ಷ ನಿಯೋಗ ದೆಹಲಿಗೆ ತೆರಳಿ ಪ್ರಧಾನಿಯನ್ನು ಭೇಟಿ ಮಾಡಲಿದೆ. ಮೀಸಲಾತಿ ಪ್ರಮಾಣ ಶೇ 50 ಮೀರಬಾರದು ಎಂಬ ಮಿತಿ ತೆಗೆಯಬೇಕು ಎಂದು ಒತ್ತಾಯಿಸಲಾಗುವುದು. <box>345 1327 652 1396</box>
tariff-text: ಭಾರತೀಯ ರಫ್ತುದಾರರ ಪರವಾಗಿ ಅಂತಿಮ ಮೊತ್ತ ಇನ್ನೂ ಸ್ಪಷ್ಟವಿಲ್ಲ. ಮರುಪಾವತಿಗಳು ಹೊರೆಯು ಆರ್ಥಿಕ ಪರಿಹಾರ ಮಾಡಬೇಕಾಗಿದೆ. ಅಮೆರಿಕದಿಂದ ಹೆಚ್ಚುವರಿ ಸುಂಕ ಮರುಪಾವತಿ ಮಾಡಿದರೆ ಮೊತ್ತವನ್ನು ಹಣಕಾಸಿನ ಬಗ್ಗೆ ಮಾಹಿತಿ ಲಭ್ಯವಾಗಲಿದೆ ಎಂದು ಮೂಲಗಳು ತಿಳಿಸಿವೆ. <box>1103 193 1526 233</box>
reg-mark <box>955 2360 1016 2378</box>
ekhata-quote-author: ಡಿ.ಕೆ.ಶಿವಕುಮಾರ್, ಡಿಸಿಎಂ <box>1310 861 1405 873</box>
sir-body2: 64 ಅಬ್ಸರ್ವರ್ ಅಧಿಕಾರಿಗಳು: ಎಸ್‌ಐಆರ್ ಪ್ರಕ್ರಿಯೆ ನಿಗಾ ವಹಿಸಲು 64 ವೀಕ್ಷಕರನ್ನು ನೇಮಿಸಲಾಗಿದೆ. ನ್ಯಾಯಾಲಯ ವಿಚಾರಣೆ ಮುಂದೂಡಿದೆ. <box>1387 1896 1526 1951</box>
excavation-quote-author: ವೀರೇಂದ್ರ ರಾವಿಹಾಳ್, ಕವಿ ಮತ್ತು ಕನ್ನಡ ಉಪನ್ಯಾಸಕ, ತೆಕ್ಕಲಕೋಟೆ <box>816 2078 1032 2089</box>
sign-text: ನಿಮ್ಮ ಇಷ್ಟದ ಕಾರ್ಯ ಪೂರ್ಣ. ಆತ್ಮೀಯರ ಭೇಟಿ. <box>43 1501 170 1526</box>
